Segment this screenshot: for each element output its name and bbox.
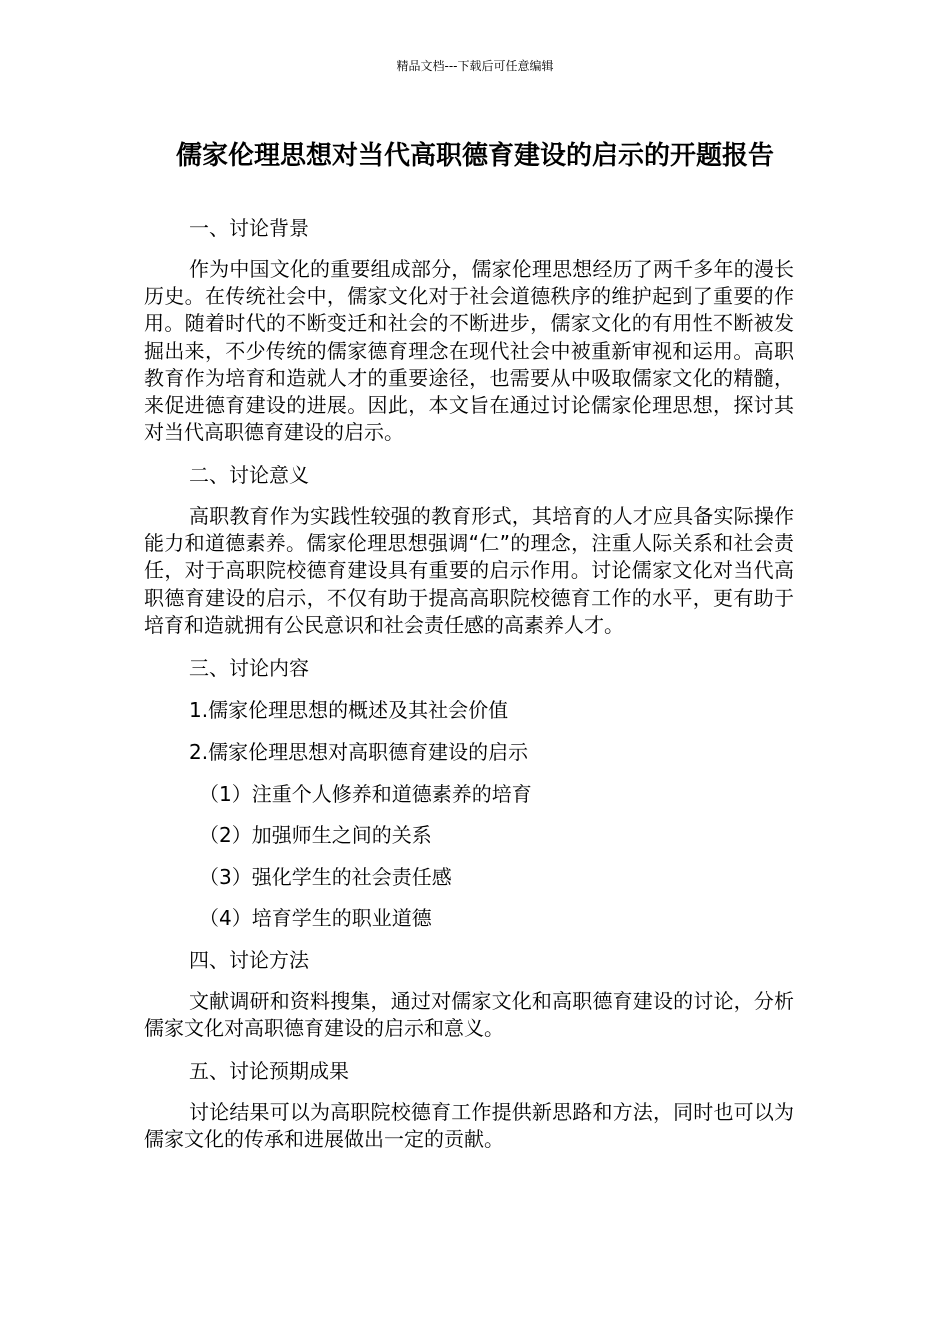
content-subitem-3: （3）强化学生的社会责任感	[199, 865, 452, 889]
header-note: 精品文档---下载后可任意编辑	[396, 59, 554, 73]
section-heading-significance: 二、讨论意义	[189, 463, 309, 487]
content-subitem-1: （1）注重个人修养和道德素养的培育	[199, 782, 532, 806]
content-subitem-2: （2）加强师生之间的关系	[199, 823, 432, 847]
content-subitem-4: （4）培育学生的职业道德	[199, 906, 432, 930]
paragraph-expected-results: 讨论结果可以为高职院校德育工作提供新思路和方法，同时也可以为儒家文化的传承和进展做出一定的贡献。	[144, 1100, 794, 1152]
paragraph-background: 作为中国文化的重要组成部分，儒家伦理思想经历了两千多年的漫长历史。在传统社会中，儒家文化对于社会道德秩序的维护起到了重要的作用。随着时代的不断变迁和社会的不断进步，儒家文化的有用性不断被发掘出来，不少传统的儒家德育理念在现代社会中被重新审视和运用。高职教育作为培育和造就人才的重要途径，也需要从中吸取儒家文化的精髓，来促进德育建设的进展。因此，本文旨在通过讨论儒家伦理思想，探讨其对当代高职德育建设的启示。	[144, 257, 794, 445]
section-heading-content: 三、讨论内容	[189, 656, 309, 680]
content-item-2: 2.儒家伦理思想对高职德育建设的启示	[189, 740, 529, 764]
paragraph-significance: 高职教育作为实践性较强的教育形式，其培育的人才应具备实际操作能力和道德素养。儒家伦理思想强调“仁”的理念，注重人际关系和社会责任，对于高职院校德育建设具有重要的启示作用。讨论儒家文化对当代高职德育建设的启示，不仅有助于提高高职院校德育工作的水平，更有助于培育和造就拥有公民意识和社会责任感的高素养人才。	[144, 504, 794, 637]
section-heading-expected-results: 五、讨论预期成果	[189, 1059, 349, 1083]
paragraph-method: 文献调研和资料搜集，通过对儒家文化和高职德育建设的讨论，分析儒家文化对高职德育建设的启示和意义。	[144, 989, 794, 1041]
document-title: 儒家伦理思想对当代高职德育建设的启示的开题报告	[175, 141, 774, 171]
content-item-1: 1.儒家伦理思想的概述及其社会价值	[189, 698, 509, 722]
section-heading-background: 一、讨论背景	[189, 216, 309, 240]
section-heading-method: 四、讨论方法	[189, 948, 309, 972]
